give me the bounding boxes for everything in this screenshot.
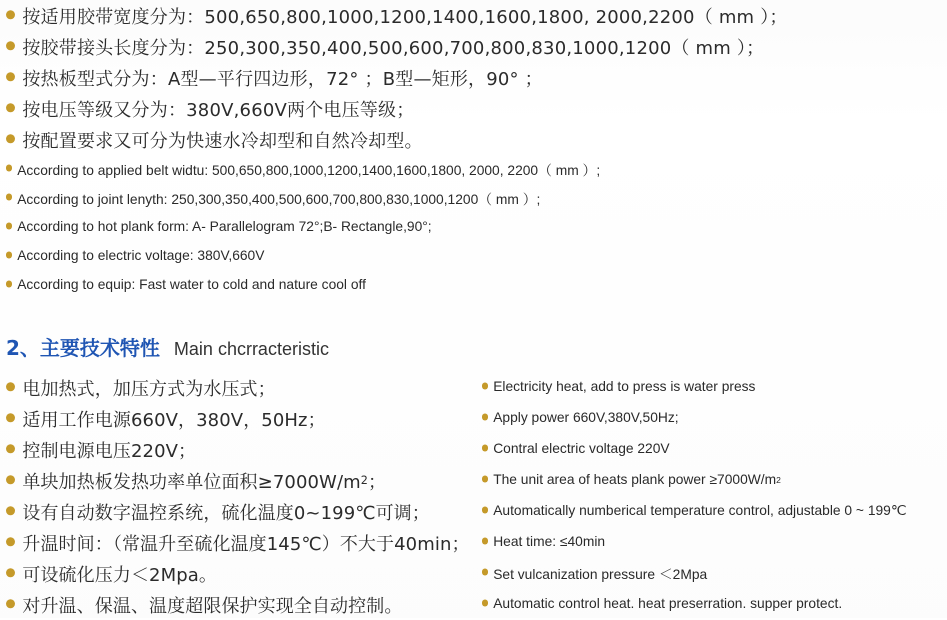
list-item [6, 496, 476, 527]
list-item [6, 465, 476, 496]
list-item-text: 按电压等级又分为：380V,660V两个电压等级； [22, 99, 415, 121]
bullet-icon [482, 538, 488, 544]
list-item-text: Automatically numberical temperature control, adjustable 0 ~ 199℃ [493, 502, 907, 518]
list-item [6, 0, 936, 31]
bullet-icon [6, 134, 15, 143]
list-item [6, 372, 476, 403]
list-item-text: 电加热式，加压方式为水压式； [22, 378, 276, 400]
list-item-text: Automatic control heat. heat preserration. supper protect. [493, 596, 843, 611]
bullet-icon [6, 223, 12, 229]
features-en-list [482, 371, 942, 619]
list-item [6, 154, 936, 183]
bullet-icon [6, 537, 15, 546]
bullet-icon [6, 165, 12, 171]
list-item-text: The unit area of heats plank power ≥7000W/m [493, 472, 777, 487]
list-item-text: 控制电源电压220V； [22, 440, 197, 462]
list-item-text: Heat time: ≤40min [493, 534, 606, 549]
list-item [6, 241, 936, 270]
bullet-icon [6, 568, 15, 577]
section-title-en: Main chcrracteristic [173, 339, 329, 359]
list-item-text: Set vulcanization pressure ＜2Mpa [493, 566, 708, 582]
superscript: 2 [360, 474, 368, 487]
bullet-icon [6, 194, 12, 200]
list-item [6, 62, 936, 93]
list-item-text: 设有自动数字温控系统，硫化温度0~199℃可调； [22, 502, 430, 524]
bullet-icon [6, 72, 15, 81]
list-item [482, 495, 942, 526]
list-item [6, 403, 476, 434]
list-item-text: 适用工作电源660V，380V，50Hz； [22, 409, 326, 431]
list-item-text: 单块加热板发热功率单位面积≥7000W/m [22, 471, 361, 493]
list-item [6, 589, 476, 620]
list-item-text: 对升温、保温、温度超限保护实现全自动控制。 [22, 595, 403, 617]
bullet-icon [482, 476, 488, 482]
bullet-icon [482, 414, 488, 420]
bullet-icon [6, 413, 15, 422]
bullet-icon [6, 10, 15, 19]
superscript: 2 [776, 474, 781, 485]
section-heading [6, 332, 329, 362]
list-item [482, 588, 942, 619]
list-item [6, 434, 476, 465]
bullet-icon [482, 383, 488, 389]
list-item [482, 526, 942, 557]
list-item [6, 31, 936, 62]
list-item [6, 183, 936, 212]
list-item [482, 464, 942, 495]
list-item [482, 402, 942, 433]
list-item-text: 按配置要求又可分为快速水冷却型和自然冷却型。 [22, 130, 423, 152]
bullet-icon [6, 382, 15, 391]
bullet-icon [6, 599, 15, 608]
bullet-icon [482, 507, 488, 513]
zh-classification-list [6, 0, 936, 155]
list-item-text: Electricity heat, add to press is water press [493, 379, 756, 394]
bullet-icon [6, 103, 15, 112]
list-item-text: 按热板型式分为：A型—平行四边形，72° ；B型—矩形，90° ； [22, 68, 543, 90]
list-item-text: Apply power 660V,380V,50Hz; [493, 410, 679, 425]
list-item [6, 212, 936, 241]
bullet-icon [482, 569, 488, 575]
list-item-text: Contral electric voltage 220V [493, 441, 670, 456]
list-item-text: According to applied belt widtu: 500,650,800,1000,1200,1400,1600,1800, 2000, 2200（ mm ）; [17, 162, 601, 178]
bullet-icon [6, 506, 15, 515]
list-item [6, 270, 936, 299]
bullet-icon [6, 281, 12, 287]
list-item-text: According to hot plank form: A- Parallelogram 72°;B- Rectangle,90°; [17, 219, 432, 234]
list-item-text: 按胶带接头长度分为：250,300,350,400,500,600,700,800,830,1000,1200（ mm ）； [22, 37, 765, 59]
list-item-text: According to equip: Fast water to cold and nature cool off [17, 277, 366, 292]
bullet-icon [6, 41, 15, 50]
list-item [482, 433, 942, 464]
list-item-tail: ； [367, 471, 387, 493]
list-item [482, 557, 942, 588]
list-item [482, 371, 942, 402]
list-item [6, 93, 936, 124]
list-item-text: 按适用胶带宽度分为：500,650,800,1000,1200,1400,1600,1800, 2000,2200（ mm ）； [22, 6, 788, 28]
list-item [6, 558, 476, 589]
list-item [6, 124, 936, 155]
features-zh-list [6, 372, 476, 620]
en-classification-list [6, 154, 936, 299]
list-item-text: 升温时间：（常温升至硫化温度145℃）不大于40min； [22, 533, 470, 555]
list-item-text: 可设硫化压力＜2Mpa。 [22, 564, 217, 586]
bullet-icon [6, 475, 15, 484]
bullet-icon [6, 252, 12, 258]
list-item [6, 527, 476, 558]
section-title-zh: 2、主要技术特性 [6, 336, 160, 360]
list-item-text: According to joint lenyth: 250,300,350,400,500,600,700,800,830,1000,1200（ mm ）; [17, 191, 541, 207]
list-item-text: According to electric voltage: 380V,660V [17, 248, 265, 263]
bullet-icon [482, 445, 488, 451]
bullet-icon [6, 444, 15, 453]
bullet-icon [482, 600, 488, 606]
